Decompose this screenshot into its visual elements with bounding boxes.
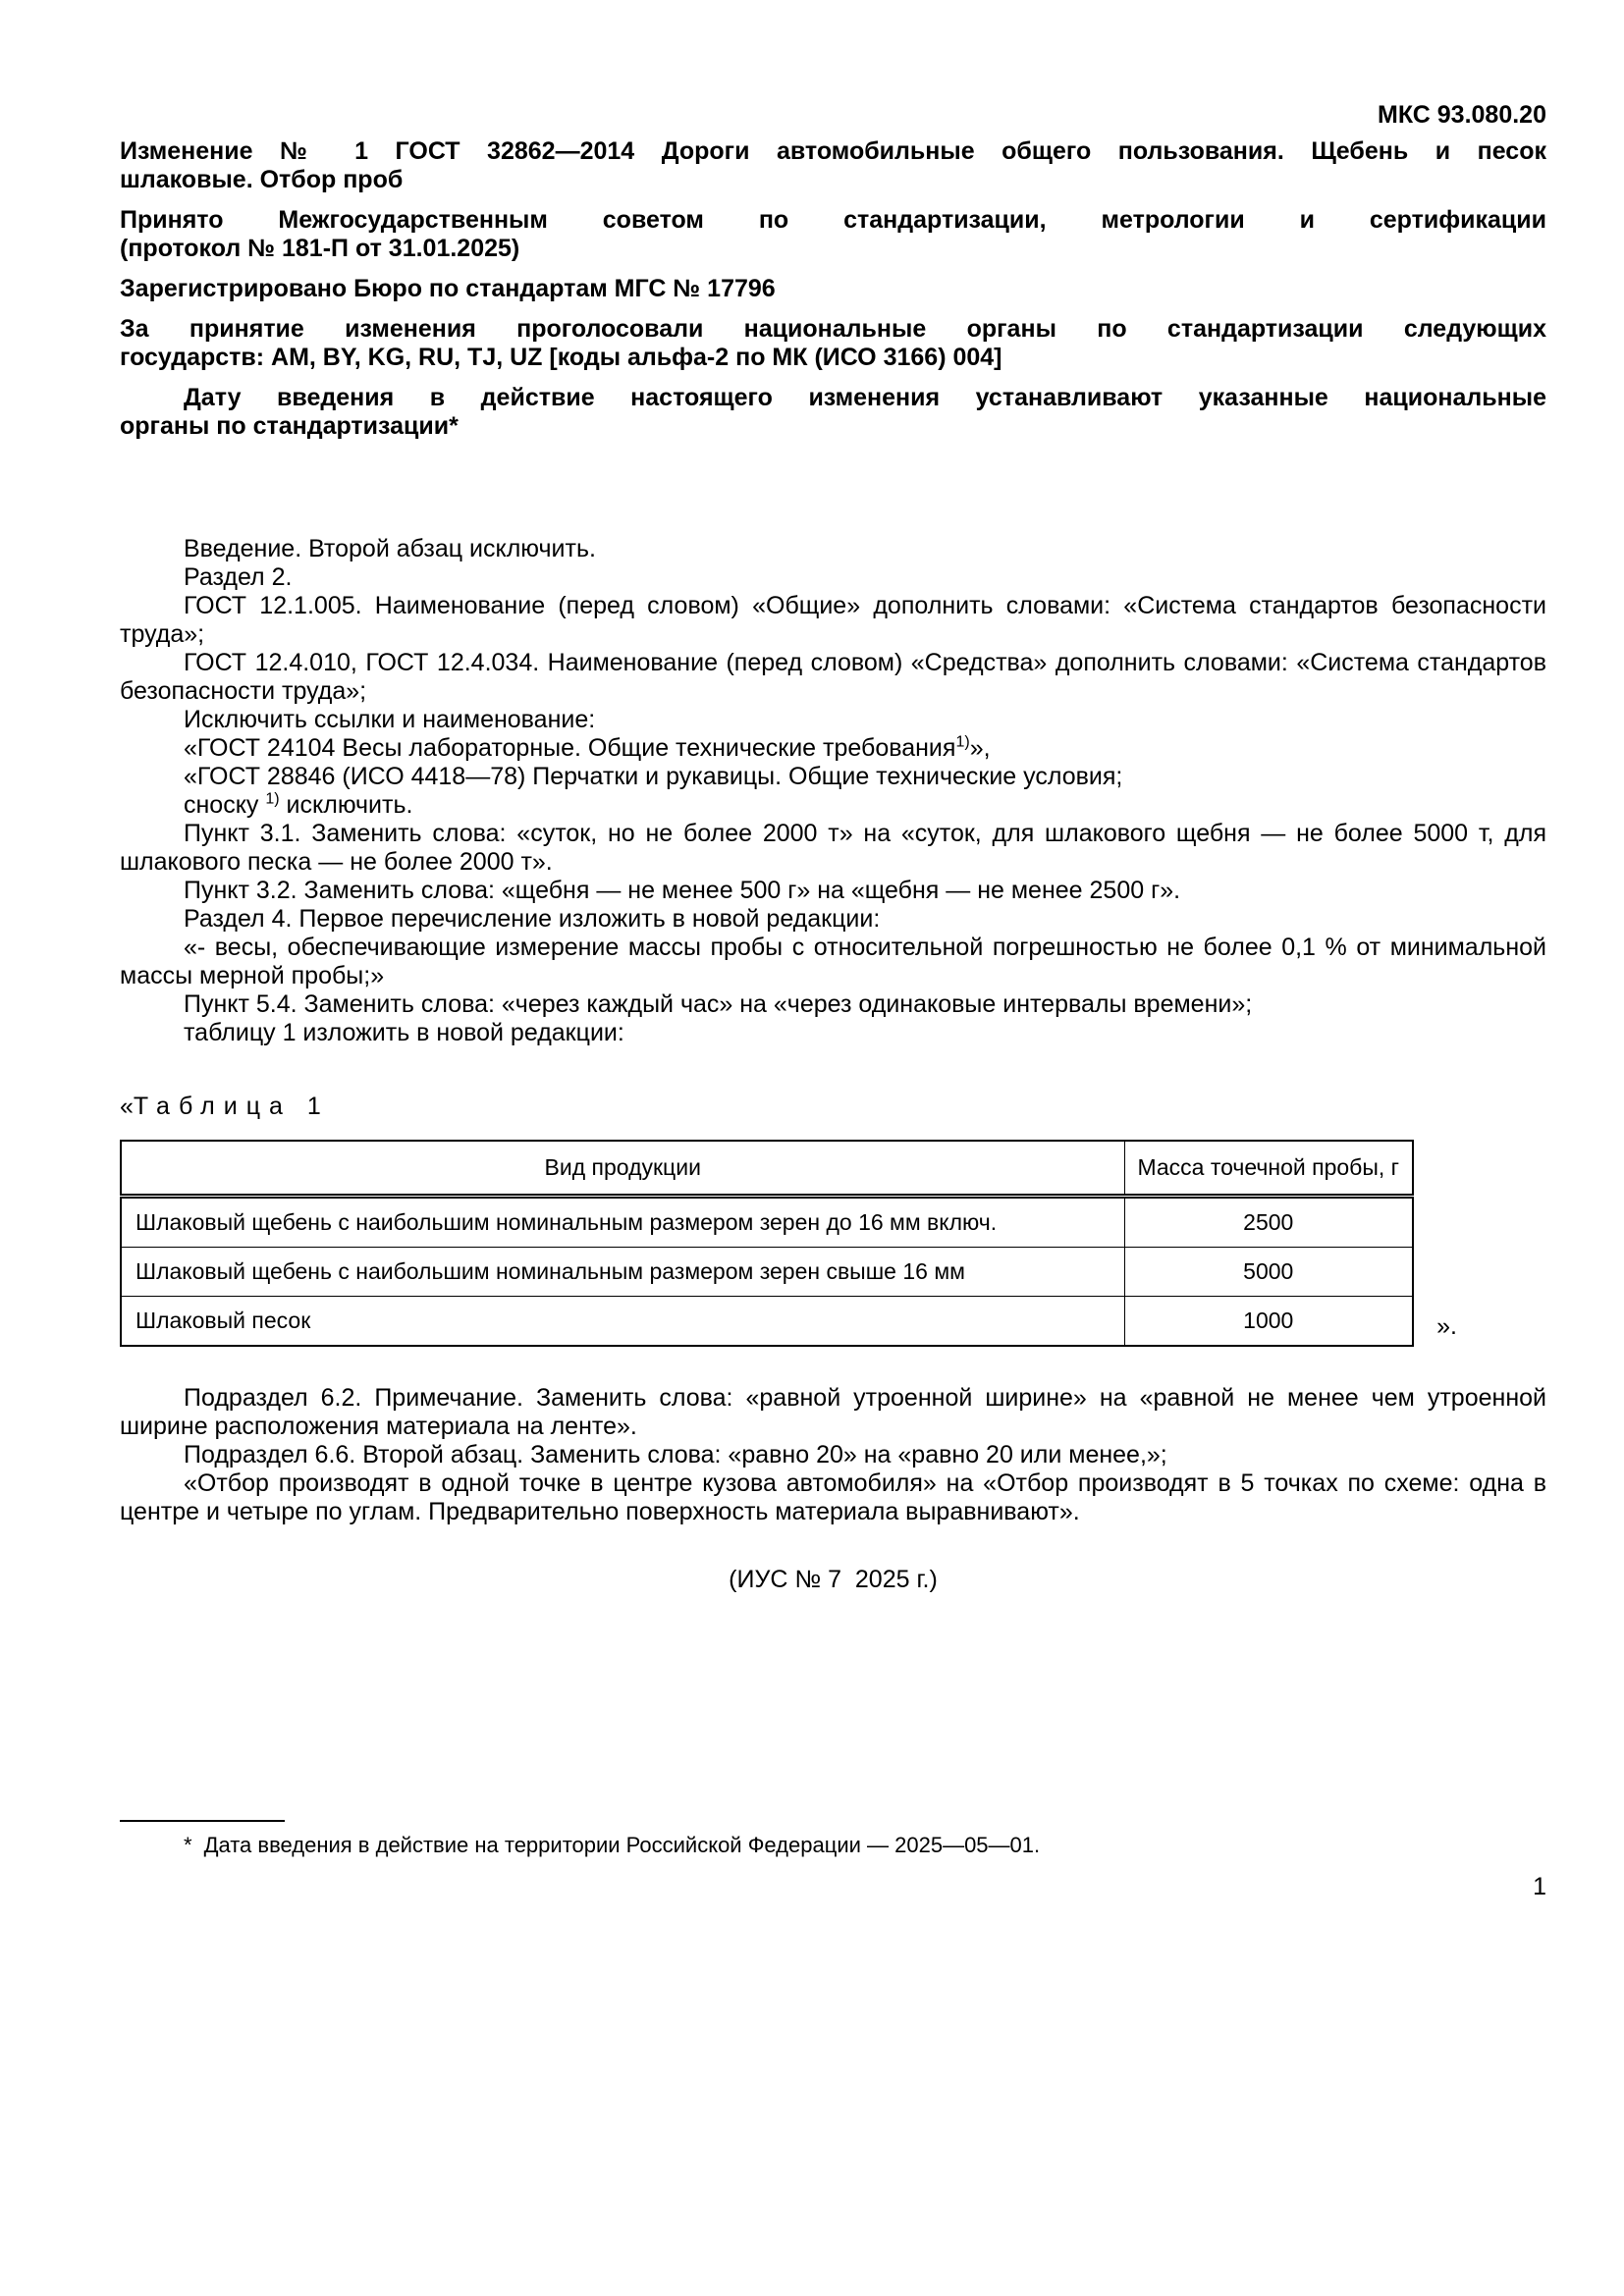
body-paragraph-point-5-4: Пункт 5.4. Заменить слова: «через каждый час» на «через одинаковые интервалы времени»;: [184, 990, 1253, 1018]
body-paragraph-sampling: «Отбор производят в одной точке в центре кузова автомобиля» на «Отбор производят в 5 точках по схеме: одна в центре и четыре по углам. Предварительно поверхность материала выравнивают».: [120, 1469, 1546, 1525]
table-container: [120, 1140, 1457, 1347]
footnote-marker: *: [184, 1833, 192, 1857]
page-number: 1: [1533, 1873, 1546, 1900]
adopted-paragraph: [120, 206, 1546, 263]
ius-line: (ИУС № 7 2025 г.): [729, 1566, 938, 1593]
footnote-text: [120, 1832, 1546, 1859]
adopted-line: (протокол № 181-П от 31.01.2025): [120, 235, 520, 262]
body-paragraph-gost-12-1-005: ГОСТ 12.1.005. Наименование (перед словом) «Общие» дополнить словами: «Система стандартов безопасности труда»;: [120, 592, 1546, 648]
paragraph-text: «ГОСТ 24104 Весы лабораторные. Общие технические требования: [184, 734, 956, 762]
title-line: шлаковые. Отбор проб: [120, 166, 404, 193]
registered-paragraph: Зарегистрировано Бюро по стандартам МГС № 17796: [120, 275, 776, 302]
amendment-body: [120, 535, 1546, 1047]
mass-cell: 1000: [1124, 1297, 1413, 1347]
open-quote: «: [120, 1093, 134, 1120]
body-paragraph-point-3-2: Пункт 3.2. Заменить слова: «щебня — не менее 500 г» на «щебня — не менее 2500 г».: [184, 877, 1181, 904]
body-paragraph-scales: «- весы, обеспечивающие измерение массы пробы с относительной погрешностью не более 0,1 % от минимальной массы мерной пробы;»: [120, 934, 1546, 989]
table-caption: [120, 1093, 1546, 1121]
title-line: Изменение № 1 ГОСТ 32862—2014 Дороги автомобильные общего пользования. Щебень и песок: [120, 137, 1546, 165]
footnote: [120, 1820, 1546, 1859]
body-paragraph-gost-28846: «ГОСТ 28846 (ИСО 4418—78) Перчатки и рукавицы. Общие технические условия;: [184, 763, 1123, 790]
voted-line: государств: AM, BY, KG, RU, TJ, UZ [коды альфа-2 по МК (ИСО 3166) 004]: [120, 344, 1002, 371]
paragraph-text: сноску: [184, 791, 266, 819]
footnote-rule: [120, 1820, 285, 1822]
effective-date-paragraph: [120, 384, 1546, 441]
effective-date-line: органы по стандартизации*: [120, 412, 459, 440]
footnote-body: Дата введения в действие на территории Российской Федерации — 2025—05—01.: [203, 1833, 1041, 1857]
mass-cell: 2500: [1124, 1197, 1413, 1248]
column-header-mass: Масса точечной пробы, г: [1124, 1141, 1413, 1197]
table-row: [121, 1248, 1413, 1297]
body-paragraph-introduction: Введение. Второй абзац исключить.: [184, 535, 596, 562]
body-paragraph-section-2: Раздел 2.: [184, 563, 293, 591]
paragraph-text: »,: [969, 734, 991, 762]
footnote-ref: 1): [265, 790, 280, 808]
paragraph-text: исключить.: [279, 791, 413, 819]
product-cell: Шлаковый щебень с наибольшим номинальным размером зерен свыше 16 мм: [121, 1248, 1124, 1297]
body-paragraph-exclude-refs: Исключить ссылки и наименование:: [184, 706, 596, 733]
product-cell: Шлаковый щебень с наибольшим номинальным размером зерен до 16 мм включ.: [121, 1197, 1124, 1248]
effective-date-line: Дату введения в действие настоящего изменения устанавливают указанные национальные: [184, 384, 1546, 411]
table-header-row: [121, 1141, 1413, 1197]
column-header-product: Вид продукции: [121, 1141, 1124, 1197]
body-paragraph-table-1-note: таблицу 1 изложить в новой редакции:: [184, 1019, 624, 1046]
body-paragraph-section-4: Раздел 4. Первое перечисление изложить в новой редакции:: [184, 905, 881, 933]
table-row: [121, 1197, 1413, 1248]
body-paragraph-point-3-1: Пункт 3.1. Заменить слова: «суток, но не более 2000 т» на «суток, для шлакового щебня — не более 5000 т, для шлакового песка — не более 2000 т».: [120, 820, 1546, 876]
body-paragraph-subsection-6-6: Подраздел 6.6. Второй абзац. Заменить слова: «равно 20» на «равно 20 или менее,»;: [184, 1441, 1167, 1468]
sample-mass-table: [120, 1140, 1414, 1347]
amendment-title: [120, 137, 1546, 194]
table-caption-text: Таблица 1: [133, 1093, 330, 1120]
footnote-ref: 1): [955, 733, 970, 751]
table-row: [121, 1297, 1413, 1347]
mks-code: МКС 93.080.20: [1378, 101, 1546, 129]
body-paragraph-gost-12-4-010: ГОСТ 12.4.010, ГОСТ 12.4.034. Наименование (перед словом) «Средства» дополнить словами: «Система стандартов безопасности труда»;: [120, 649, 1546, 705]
amendment-body-continued: [120, 1384, 1546, 1526]
body-paragraph-subsection-6-2: Подраздел 6.2. Примечание. Заменить слова: «равной утроенной ширине» на «равной не менее чем утроенной ширине расположения материала на ленте».: [120, 1384, 1546, 1440]
product-cell: Шлаковый песок: [121, 1297, 1124, 1347]
body-paragraph-snosku: [120, 791, 1546, 820]
body-paragraph-gost-24104: [120, 734, 1546, 763]
voted-line: За принятие изменения проголосовали национальные органы по стандартизации следующих: [120, 315, 1546, 343]
adopted-line: Принято Межгосударственным советом по стандартизации, метрологии и сертификации: [120, 206, 1546, 234]
table-closing-quote: ».: [1436, 1312, 1457, 1340]
mass-cell: 5000: [1124, 1248, 1413, 1297]
voted-paragraph: [120, 315, 1546, 372]
